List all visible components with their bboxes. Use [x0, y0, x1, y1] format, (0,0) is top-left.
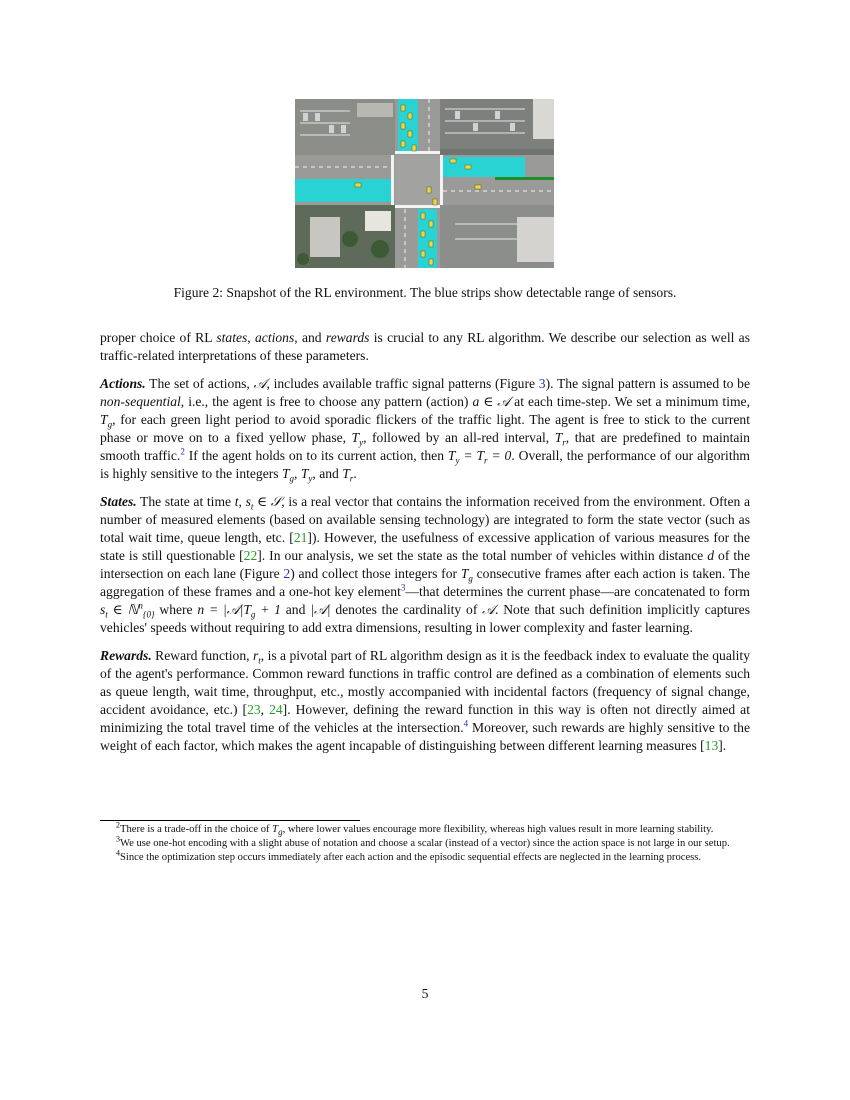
text-run: Reward function,: [151, 648, 253, 663]
footnote-rule: [100, 820, 360, 821]
math: r: [252, 648, 259, 663]
text-run: proper choice of RL: [100, 330, 217, 345]
text-run: ,: [260, 702, 270, 717]
text-run: where: [154, 602, 198, 617]
text-run: , includes available traffic signal patterns (Figure: [266, 376, 539, 391]
text-run: , and: [312, 466, 343, 481]
footnote-number: 2: [116, 820, 120, 830]
math: T: [100, 412, 108, 427]
math: s: [100, 602, 106, 617]
footnote-2: [100, 820, 750, 838]
text-run: , for each green light period to avoid sporadic flickers of the traffic light. The agent is free to stick to the current phase or move on to a fixed yellow phase,: [100, 412, 750, 445]
footnote-number: 3: [116, 834, 120, 844]
rewards-heading: Rewards.: [100, 648, 152, 663]
text-run: ,: [238, 494, 246, 509]
text-run: The state at time: [136, 494, 235, 509]
math: T: [342, 466, 350, 481]
text-run: ].: [718, 738, 727, 753]
states-heading: States.: [100, 494, 137, 509]
text-run: , that are predefined to maintain smooth traffic.: [100, 430, 750, 463]
citation-13[interactable]: 13: [704, 738, 719, 753]
citation-23[interactable]: 23: [247, 702, 261, 717]
math: |𝒜|: [310, 602, 331, 617]
intersection-image: [295, 99, 554, 268]
footnote-3-marker[interactable]: 3: [400, 582, 406, 593]
text-run: ,: [247, 330, 255, 345]
text-run: ) and collect those integers for: [290, 566, 461, 581]
text-run: states: [216, 330, 248, 345]
citation-22[interactable]: 22: [243, 548, 258, 563]
math: ∈ 𝒮: [253, 494, 282, 509]
text-run: The set of actions,: [145, 376, 254, 391]
actions-heading: Actions.: [100, 376, 146, 391]
text-run: , i.e., the agent is free to choose any pattern (action): [180, 394, 473, 409]
figure-2-link[interactable]: 2: [283, 566, 291, 581]
math: g: [289, 473, 295, 484]
math: T: [281, 466, 290, 481]
figure-3-link[interactable]: 3: [538, 376, 546, 391]
figure-caption: Figure 2: Snapshot of the RL environment. The blue strips show detectable range of sensors.: [173, 285, 677, 300]
math: {0}: [142, 609, 155, 620]
math: t: [250, 501, 254, 512]
math: t: [105, 609, 108, 620]
green-signal-bar: [495, 177, 554, 180]
text-run: non-sequential: [100, 394, 181, 409]
math: r: [484, 455, 488, 466]
text-run: is crucial to any RL algorithm. We describe our selection as well as traffic-related interpretations of these parameters.: [100, 330, 750, 363]
text-run: Moreover, such rewards are highly sensitive to the weight of each factor, which makes the agent incapable of distinguishing between different learning measures [: [100, 720, 750, 753]
text-run: .: [353, 466, 357, 481]
math: 𝒜: [482, 602, 496, 617]
math: ∈ ℕ: [107, 602, 139, 617]
text-run: Since the optimization step occurs immediately after each action and the episodic sequential effects are neglected in the learning process.: [120, 852, 702, 863]
math: y: [455, 455, 460, 466]
math: y: [308, 473, 313, 484]
text-run: ). The signal pattern is assumed to be: [545, 376, 750, 391]
math: s: [245, 494, 251, 509]
paragraph-intro: [100, 329, 750, 365]
math: t: [258, 655, 261, 666]
math: T: [351, 430, 360, 445]
text-run: of the intersection on each lane (Figure: [100, 548, 750, 581]
text-run: ]). However, the usefulness of excessive application of various measures for the state is still questionable [: [100, 530, 750, 563]
paragraph-actions: [100, 375, 750, 483]
citation-24[interactable]: 24: [269, 702, 283, 717]
math: n: [138, 600, 143, 611]
text-run: If the agent holds on to its current action, then: [184, 448, 448, 463]
building-se: [517, 217, 554, 262]
text-run: at each time-step. We set a minimum time,: [510, 394, 750, 409]
building-sw: [310, 217, 340, 257]
text-run: , is a real vector that contains the information received from the environment. Often a number of measured elements (based on available sensing technology) are integrated to form the state vector (such as total wait time, queue length, etc. [: [100, 494, 750, 545]
footnote-number: 4: [116, 848, 120, 858]
citation-21[interactable]: 21: [293, 530, 308, 545]
text-run: , where lower values encourage more flexibility, whereas high values result in more learning stability.: [282, 824, 714, 835]
math: t: [234, 494, 239, 509]
text-run: There is a trade-off in the choice of: [120, 824, 273, 835]
math: = T: [459, 448, 485, 463]
text-run: ]. However, defining the reward function in this way is often not directly aimed at minimizing the total travel time of the vehicles at the intersection.: [100, 702, 750, 735]
footnote-4-marker[interactable]: 4: [463, 718, 469, 729]
text-run: rewards: [325, 330, 370, 345]
math: g: [250, 609, 256, 620]
paragraph-rewards: [100, 647, 750, 755]
text-run: and: [280, 602, 311, 617]
math: r: [562, 437, 566, 448]
text-run: ]. In our analysis, we set the state as the total number of vehicles within distance: [257, 548, 708, 563]
text-run: actions: [255, 330, 295, 345]
math: y: [359, 437, 364, 448]
math: T: [554, 430, 563, 445]
math: T: [272, 824, 279, 835]
math: n = |𝒜|T: [197, 602, 251, 617]
math: = 0: [487, 448, 512, 463]
math: a ∈ 𝒜: [472, 394, 511, 409]
figure-intersection-snapshot: [295, 99, 554, 268]
page-number: 5: [421, 986, 429, 1001]
intersection-center: [395, 155, 440, 205]
text-run: . Note that such definition implicitly captures vehicles' speeds without requiring to add extra dimensions, resulting in lower complexity and faster learning.: [100, 602, 750, 635]
text-run: . Overall, the performance of our algorithm is highly sensitive to the integers: [100, 448, 750, 481]
text-run: —that determines the current phase—are concatenated to form: [405, 584, 750, 599]
text-run: denotes the cardinality of: [330, 602, 483, 617]
paragraph-states: [100, 493, 750, 637]
building-sw-2: [365, 211, 391, 231]
text-run: , and: [294, 330, 326, 345]
math: g: [468, 573, 473, 584]
math: + 1: [255, 602, 281, 617]
text-run: , followed by an all-red interval,: [363, 430, 555, 445]
text-run: We use one-hot encoding with a slight abuse of notation and choose a scalar (instead of a vector) since the action space is not large in our setup.: [120, 838, 730, 849]
text-run: consecutive frames after each action is taken. The aggregation of these frames and a one-hot key element: [100, 566, 750, 599]
text-run: , is a pivotal part of RL algorithm design as it is the feedback index to evaluate the quality of the agent's performance. Common reward functions in traffic control are defined as a combination of elements such as queue length, wait time, throughput, etc., mostly accompanied with incidental factors (frequency of signal change, accident avoidance, etc.) [: [100, 648, 751, 717]
main-body: [100, 329, 750, 765]
footnote-4: [100, 848, 750, 865]
math: T: [447, 448, 456, 463]
building-nw: [357, 103, 393, 117]
footnote-3: [100, 834, 750, 851]
text-run: ,: [294, 466, 301, 481]
math: T: [460, 566, 469, 581]
footnotes: [100, 820, 750, 865]
footnote-2-marker[interactable]: 2: [180, 446, 185, 457]
math: g: [278, 827, 283, 838]
building-ne: [533, 99, 554, 139]
math: 𝒜: [253, 376, 267, 391]
math: d: [707, 548, 715, 563]
math: r: [349, 473, 354, 484]
math: g: [107, 419, 113, 430]
math: T: [300, 466, 309, 481]
